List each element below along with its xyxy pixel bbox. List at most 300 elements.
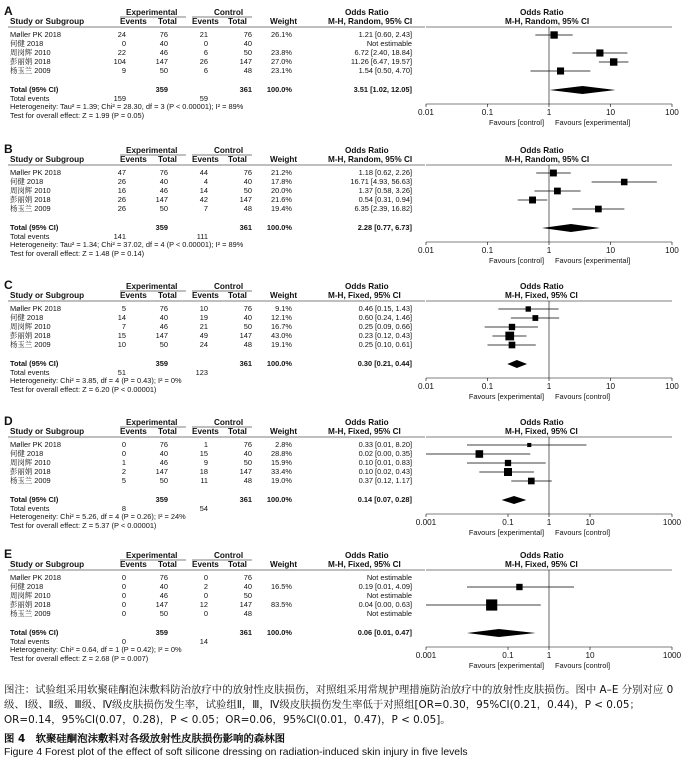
total-experimental: 359 (155, 495, 168, 504)
total-events-experimental: 51 (117, 368, 126, 377)
study-name: 何健 2018 (10, 449, 44, 458)
study-point (554, 188, 561, 195)
study-odds-ratio: 1.37 [0.58, 3.26] (358, 186, 412, 195)
heterogeneity-text: Heterogeneity: Chi² = 3.85, df = 4 (P = 0.43); I² = 0% (10, 376, 182, 385)
total-odds-ratio: 0.30 [0.21, 0.44] (357, 359, 412, 368)
study-events-experimental: 0 (121, 440, 126, 449)
study-total-control: 50 (243, 186, 252, 195)
study-odds-ratio: 0.33 [0.01, 8.20] (358, 440, 412, 449)
total-weight: 100.0% (266, 495, 292, 504)
study-total-experimental: 50 (159, 66, 168, 75)
study-point (476, 450, 484, 458)
total-odds-ratio: 2.28 [0.77, 6.73] (357, 223, 412, 232)
study-odds-ratio: Not estimable (366, 573, 412, 582)
panel-label: A (4, 4, 13, 18)
study-total-experimental: 46 (159, 458, 168, 467)
favours-right-label: Favours [experimental] (555, 256, 631, 265)
total-label: Total (95% CI) (10, 223, 59, 232)
x-axis-tick-label: 0.001 (415, 518, 437, 527)
study-total-control: 147 (239, 600, 252, 609)
study-odds-ratio: 0.02 [0.00, 0.35] (358, 449, 412, 458)
study-name: Møller PK 2018 (10, 573, 61, 582)
column-weight-heading: Weight (270, 427, 298, 436)
study-point (610, 58, 617, 65)
x-axis-tick-label: 0.01 (418, 246, 434, 255)
total-odds-ratio: 3.51 [1.02, 12.05] (353, 85, 412, 94)
total-label: Total (95% CI) (10, 359, 59, 368)
forest-panel-d (0, 414, 693, 548)
x-axis-tick-label: 0.1 (502, 518, 514, 527)
column-study-heading: Study or Subgroup (10, 560, 85, 569)
total-events-control: 59 (199, 94, 208, 103)
total-control: 361 (239, 628, 252, 637)
study-name: Møller PK 2018 (10, 30, 61, 39)
study-events-control: 15 (199, 449, 208, 458)
study-events-control: 0 (203, 39, 208, 48)
study-name: 杨玉兰 2009 (10, 66, 51, 75)
column-study-heading: Study or Subgroup (10, 291, 85, 300)
study-weight: 16.5% (271, 582, 292, 591)
study-name: 彭丽娟 2018 (10, 467, 51, 476)
study-total-experimental: 147 (155, 331, 168, 340)
forest-panel-e (0, 547, 693, 681)
study-total-experimental: 76 (159, 168, 168, 177)
study-events-experimental: 16 (117, 186, 126, 195)
study-name: 彭丽娟 2018 (10, 57, 51, 66)
study-total-control: 76 (243, 440, 252, 449)
study-weight: 83.5% (271, 600, 292, 609)
study-total-control: 147 (239, 331, 252, 340)
study-total-control: 40 (243, 39, 252, 48)
study-events-control: 9 (203, 458, 208, 467)
study-name: 杨玉兰 2009 (10, 340, 51, 349)
x-axis-tick-label: 1 (546, 108, 552, 117)
study-events-experimental: 0 (121, 591, 126, 600)
study-weight: 27.0% (271, 57, 292, 66)
study-name: 何健 2018 (10, 177, 44, 186)
study-events-control: 49 (199, 331, 208, 340)
group-experimental-heading: Experimental (126, 146, 178, 155)
column-method-left-heading: M-H, Random, 95% CI (328, 17, 413, 26)
study-odds-ratio: 0.10 [0.01, 0.83] (358, 458, 412, 467)
study-total-experimental: 46 (159, 186, 168, 195)
x-axis-tick-label: 10 (605, 108, 616, 117)
x-axis-tick-label: 0.01 (418, 108, 434, 117)
total-events-experimental: 0 (121, 637, 126, 646)
column-study-heading: Study or Subgroup (10, 155, 85, 164)
column-method-right-heading: M-H, Random, 95% CI (505, 155, 590, 164)
total-weight: 100.0% (266, 359, 292, 368)
study-events-experimental: 2 (121, 467, 126, 476)
column-total-ctl-heading: Total (228, 155, 247, 164)
study-name: Møller PK 2018 (10, 168, 61, 177)
study-weight: 19.1% (271, 340, 292, 349)
study-events-experimental: 0 (121, 573, 126, 582)
study-total-control: 40 (243, 313, 252, 322)
column-weight-heading: Weight (270, 155, 298, 164)
x-axis-tick-label: 10 (605, 246, 616, 255)
study-point (532, 315, 538, 321)
overall-effect-text: Test for overall effect: Z = 2.68 (P = 0.007) (10, 654, 149, 663)
figure-caption-en: Figure 4 Forest plot of the effect of soft silicone dressing on radiation-induced skin injury in five levels (4, 747, 468, 758)
study-total-control: 50 (243, 458, 252, 467)
column-events-exp-heading: Events (120, 427, 147, 436)
study-odds-ratio: 6.35 [2.39, 16.82] (354, 204, 412, 213)
study-total-control: 76 (243, 168, 252, 177)
column-events-ctl-heading: Events (192, 291, 219, 300)
study-events-experimental: 5 (121, 476, 126, 485)
study-events-control: 1 (203, 440, 208, 449)
study-odds-ratio: 0.04 [0.00, 0.63] (358, 600, 412, 609)
total-events-label: Total events (10, 368, 50, 377)
study-point (504, 468, 512, 476)
column-events-exp-heading: Events (120, 155, 147, 164)
x-axis-tick-label: 10 (585, 651, 595, 660)
study-events-control: 0 (203, 591, 208, 600)
study-events-experimental: 0 (121, 600, 126, 609)
study-total-experimental: 50 (159, 476, 168, 485)
study-events-experimental: 10 (117, 340, 126, 349)
odds-ratio-heading-right: Odds Ratio (520, 8, 564, 17)
study-name: 何健 2018 (10, 313, 44, 322)
study-weight: 28.8% (271, 449, 292, 458)
study-events-experimental: 104 (113, 57, 126, 66)
study-point (527, 443, 531, 447)
column-method-left-heading: M-H, Fixed, 95% CI (328, 560, 401, 569)
study-events-experimental: 26 (117, 177, 126, 186)
study-point (529, 197, 536, 204)
study-odds-ratio: 11.26 [6.47, 19.57] (350, 57, 412, 66)
study-point (486, 599, 497, 610)
study-events-control: 42 (199, 195, 208, 204)
study-odds-ratio: 0.46 [0.15, 1.43] (358, 304, 412, 313)
column-events-exp-heading: Events (120, 560, 147, 569)
odds-ratio-heading-left: Odds Ratio (345, 418, 389, 427)
study-odds-ratio: Not estimable (366, 591, 412, 600)
column-weight-heading: Weight (270, 560, 298, 569)
group-control-heading: Control (214, 146, 244, 155)
study-events-experimental: 14 (117, 313, 126, 322)
total-events-label: Total events (10, 232, 50, 241)
study-total-experimental: 50 (159, 204, 168, 213)
group-control-heading: Control (214, 551, 244, 560)
group-control-heading: Control (214, 282, 244, 291)
x-axis-tick-label: 10 (605, 382, 616, 391)
column-total-exp-heading: Total (158, 560, 177, 569)
study-events-control: 10 (199, 304, 208, 313)
panel-label: E (4, 547, 13, 561)
column-total-exp-heading: Total (158, 427, 177, 436)
study-odds-ratio: 6.72 [2.40, 18.84] (354, 48, 412, 57)
study-odds-ratio: 0.25 [0.10, 0.61] (358, 340, 412, 349)
heterogeneity-text: Heterogeneity: Chi² = 5.26, df = 4 (P = 0.26); I² = 24% (10, 512, 186, 521)
total-label: Total (95% CI) (10, 495, 59, 504)
study-point (516, 584, 522, 590)
study-point (550, 170, 557, 177)
total-experimental: 359 (155, 628, 168, 637)
column-method-left-heading: M-H, Fixed, 95% CI (328, 427, 401, 436)
study-total-experimental: 76 (159, 30, 168, 39)
pooled-diamond (550, 86, 616, 94)
study-odds-ratio: Not estimable (366, 609, 412, 618)
total-events-experimental: 8 (121, 504, 126, 513)
study-weight: 17.8% (271, 177, 292, 186)
study-odds-ratio: 0.60 [0.24, 1.46] (358, 313, 412, 322)
study-events-control: 7 (203, 204, 208, 213)
study-total-control: 76 (243, 30, 252, 39)
study-odds-ratio: 0.23 [0.12, 0.43] (358, 331, 412, 340)
study-odds-ratio: 0.37 [0.12, 1.17] (358, 476, 412, 485)
total-events-label: Total events (10, 637, 50, 646)
study-point (509, 324, 515, 330)
x-axis-tick-label: 1 (546, 382, 552, 391)
study-total-experimental: 50 (159, 340, 168, 349)
study-name: 杨玉兰 2009 (10, 204, 51, 213)
study-odds-ratio: 0.54 [0.31, 0.94] (358, 195, 412, 204)
heterogeneity-text: Heterogeneity: Chi² = 0.64, df = 1 (P = 0.42); I² = 0% (10, 645, 182, 654)
study-total-control: 48 (243, 204, 252, 213)
column-events-exp-heading: Events (120, 291, 147, 300)
study-weight: 33.4% (271, 467, 292, 476)
forest-panel-b (0, 142, 693, 276)
favours-left-label: Favours [experimental] (468, 528, 544, 537)
study-events-experimental: 9 (121, 66, 126, 75)
total-events-label: Total events (10, 504, 50, 513)
column-method-right-heading: M-H, Fixed, 95% CI (505, 427, 578, 436)
study-weight: 43.0% (271, 331, 292, 340)
study-odds-ratio: 0.25 [0.09, 0.66] (358, 322, 412, 331)
odds-ratio-heading-right: Odds Ratio (520, 282, 564, 291)
pooled-diamond (507, 360, 527, 368)
study-weight: 23.8% (271, 48, 292, 57)
group-control-heading: Control (214, 418, 244, 427)
study-events-control: 21 (199, 30, 208, 39)
column-method-left-heading: M-H, Random, 95% CI (328, 155, 413, 164)
study-name: 彭丽娟 2018 (10, 195, 51, 204)
total-control: 361 (239, 359, 252, 368)
group-experimental-heading: Experimental (126, 551, 178, 560)
study-point (595, 206, 602, 213)
study-total-experimental: 40 (159, 582, 168, 591)
study-events-control: 6 (203, 48, 208, 57)
study-weight: 12.1% (271, 313, 292, 322)
x-axis-tick-label: 1000 (662, 651, 682, 660)
total-events-control: 111 (196, 232, 208, 241)
x-axis-tick-label: 100 (665, 382, 679, 391)
study-name: Møller PK 2018 (10, 304, 61, 313)
study-events-control: 11 (200, 476, 208, 485)
study-events-control: 4 (203, 177, 208, 186)
figure-note: 图注：试验组采用软聚硅酮泡沫敷料防治放疗中的放射性皮肤损伤，对照组采用常规护理措施防治放疗中的放射性皮肤损伤。图中 A–E 分别对应 0 级、Ⅰ级、Ⅱ级、Ⅲ级、Ⅳ级皮肤损伤发生率，试验组Ⅱ，Ⅲ，Ⅳ级皮肤损伤发生率低于对照组[OR=0.30，95%CI(0.21，0.44)，P < 0.05；OR=0.14，95%CI(0.07，0.28)，P < 0.05；OR=0.06，95%CI(0.01，0.47)，P < 0.05]。 (4, 684, 674, 726)
x-axis-tick-label: 100 (665, 108, 679, 117)
study-events-experimental: 15 (117, 331, 126, 340)
study-total-control: 76 (243, 573, 252, 582)
study-weight: 9.1% (275, 304, 292, 313)
study-weight: 21.2% (271, 168, 292, 177)
column-study-heading: Study or Subgroup (10, 17, 85, 26)
study-events-experimental: 7 (121, 322, 126, 331)
study-name: 周岗辉 2010 (10, 591, 51, 600)
overall-effect-text: Test for overall effect: Z = 6.20 (P < 0.00001) (10, 385, 157, 394)
study-total-control: 48 (243, 476, 252, 485)
favours-right-label: Favours [experimental] (555, 118, 631, 127)
study-weight: 19.4% (271, 204, 292, 213)
study-total-experimental: 40 (159, 313, 168, 322)
study-events-experimental: 24 (117, 30, 126, 39)
study-events-control: 2 (203, 582, 208, 591)
study-odds-ratio: 0.10 [0.02, 0.43] (358, 467, 412, 476)
study-point (509, 342, 516, 349)
study-total-experimental: 40 (159, 449, 168, 458)
group-experimental-heading: Experimental (126, 282, 178, 291)
column-total-ctl-heading: Total (228, 560, 247, 569)
study-total-experimental: 46 (159, 591, 168, 600)
column-events-ctl-heading: Events (192, 17, 219, 26)
odds-ratio-heading-right: Odds Ratio (520, 418, 564, 427)
total-events-control: 123 (195, 368, 208, 377)
group-experimental-heading: Experimental (126, 8, 178, 17)
study-total-control: 48 (243, 66, 252, 75)
overall-effect-text: Test for overall effect: Z = 1.48 (P = 0.14) (10, 249, 145, 258)
study-events-control: 6 (203, 66, 208, 75)
overall-effect-text: Test for overall effect: Z = 1.99 (P = 0.05) (10, 111, 145, 120)
total-weight: 100.0% (266, 85, 292, 94)
study-total-control: 147 (239, 195, 252, 204)
favours-left-label: Favours [experimental] (468, 392, 544, 401)
group-control-heading: Control (214, 8, 244, 17)
study-events-control: 19 (199, 313, 208, 322)
odds-ratio-heading-left: Odds Ratio (345, 282, 389, 291)
total-label: Total (95% CI) (10, 85, 59, 94)
x-axis-tick-label: 1 (546, 246, 552, 255)
x-axis-tick-label: 0.1 (502, 651, 514, 660)
total-events-control: 14 (199, 637, 208, 646)
x-axis-tick-label: 1 (546, 518, 552, 527)
study-odds-ratio: 1.54 [0.50, 4.70] (358, 66, 412, 75)
x-axis-tick-label: 0.001 (415, 651, 437, 660)
study-odds-ratio: 1.21 [0.60, 2.43] (358, 30, 412, 39)
odds-ratio-heading-left: Odds Ratio (345, 8, 389, 17)
study-events-control: 21 (199, 322, 208, 331)
study-total-control: 147 (239, 467, 252, 476)
study-total-control: 50 (243, 322, 252, 331)
study-name: 周岗辉 2010 (10, 458, 51, 467)
total-odds-ratio: 0.14 [0.07, 0.28] (357, 495, 412, 504)
study-total-control: 147 (239, 57, 252, 66)
study-total-experimental: 147 (155, 467, 168, 476)
study-weight: 23.1% (271, 66, 292, 75)
x-axis-tick-label: 0.1 (481, 382, 494, 391)
study-events-control: 14 (199, 186, 208, 195)
odds-ratio-heading-left: Odds Ratio (345, 551, 389, 560)
heterogeneity-text: Heterogeneity: Tau² = 1.39; Chi² = 28.30, df = 3 (P < 0.00001); I² = 89% (10, 102, 244, 111)
study-point (596, 49, 603, 56)
study-events-experimental: 26 (117, 195, 126, 204)
study-name: 周岗辉 2010 (10, 186, 51, 195)
odds-ratio-heading-right: Odds Ratio (520, 146, 564, 155)
study-events-control: 12 (199, 600, 208, 609)
study-total-experimental: 46 (159, 322, 168, 331)
study-weight: 26.1% (271, 30, 292, 39)
total-control: 361 (239, 85, 252, 94)
x-axis-tick-label: 100 (665, 246, 679, 255)
total-events-experimental: 159 (113, 94, 126, 103)
study-events-experimental: 0 (121, 449, 126, 458)
group-experimental-heading: Experimental (126, 418, 178, 427)
study-total-control: 76 (243, 304, 252, 313)
study-total-control: 48 (243, 340, 252, 349)
study-point (526, 306, 531, 311)
study-total-experimental: 147 (155, 195, 168, 204)
study-total-experimental: 40 (159, 39, 168, 48)
column-total-exp-heading: Total (158, 17, 177, 26)
study-total-experimental: 40 (159, 177, 168, 186)
panel-label: B (4, 142, 13, 156)
total-events-experimental: 141 (113, 232, 126, 241)
total-events-control: 54 (199, 504, 208, 513)
study-odds-ratio: Not estimable (366, 39, 412, 48)
study-point (557, 67, 564, 74)
study-point (621, 179, 628, 186)
favours-right-label: Favours [control] (555, 528, 611, 537)
favours-left-label: Favours [control] (488, 118, 544, 127)
study-events-experimental: 0 (121, 609, 126, 618)
study-weight: 16.7% (271, 322, 292, 331)
x-axis-tick-label: 1000 (662, 518, 682, 527)
study-events-experimental: 0 (121, 39, 126, 48)
column-total-ctl-heading: Total (228, 17, 247, 26)
study-events-control: 0 (203, 609, 208, 618)
study-total-control: 48 (243, 609, 252, 618)
column-total-ctl-heading: Total (228, 427, 247, 436)
total-control: 361 (239, 495, 252, 504)
study-odds-ratio: 16.71 [4.93, 56.63] (350, 177, 412, 186)
column-events-ctl-heading: Events (192, 560, 219, 569)
total-control: 361 (239, 223, 252, 232)
study-total-control: 40 (243, 449, 252, 458)
total-experimental: 359 (155, 223, 168, 232)
study-weight: 20.0% (271, 186, 292, 195)
study-point (505, 332, 514, 341)
overall-effect-text: Test for overall effect: Z = 5.37 (P < 0.00001) (10, 521, 157, 530)
study-name: 何健 2018 (10, 39, 44, 48)
study-events-experimental: 22 (117, 48, 126, 57)
study-name: 何健 2018 (10, 582, 44, 591)
study-events-experimental: 26 (117, 204, 126, 213)
study-total-experimental: 76 (159, 440, 168, 449)
study-total-experimental: 76 (159, 304, 168, 313)
forest-panel-a (0, 4, 693, 138)
study-events-experimental: 0 (121, 582, 126, 591)
column-study-heading: Study or Subgroup (10, 427, 85, 436)
study-total-control: 50 (243, 48, 252, 57)
column-method-right-heading: M-H, Fixed, 95% CI (505, 291, 578, 300)
figure-caption-cn: 图 4 软聚硅酮泡沫敷料对各级放射性皮肤损伤影响的森林图 (4, 733, 286, 745)
pooled-diamond (502, 496, 527, 504)
study-total-control: 40 (243, 177, 252, 186)
x-axis-tick-label: 1 (546, 651, 552, 660)
study-name: 杨玉兰 2009 (10, 609, 51, 618)
total-label: Total (95% CI) (10, 628, 59, 637)
study-events-control: 26 (199, 57, 208, 66)
column-events-exp-heading: Events (120, 17, 147, 26)
column-method-left-heading: M-H, Fixed, 95% CI (328, 291, 401, 300)
column-total-exp-heading: Total (158, 291, 177, 300)
x-axis-tick-label: 0.01 (418, 382, 434, 391)
favours-left-label: Favours [control] (488, 256, 544, 265)
study-total-experimental: 50 (159, 609, 168, 618)
column-method-right-heading: M-H, Random, 95% CI (505, 17, 590, 26)
